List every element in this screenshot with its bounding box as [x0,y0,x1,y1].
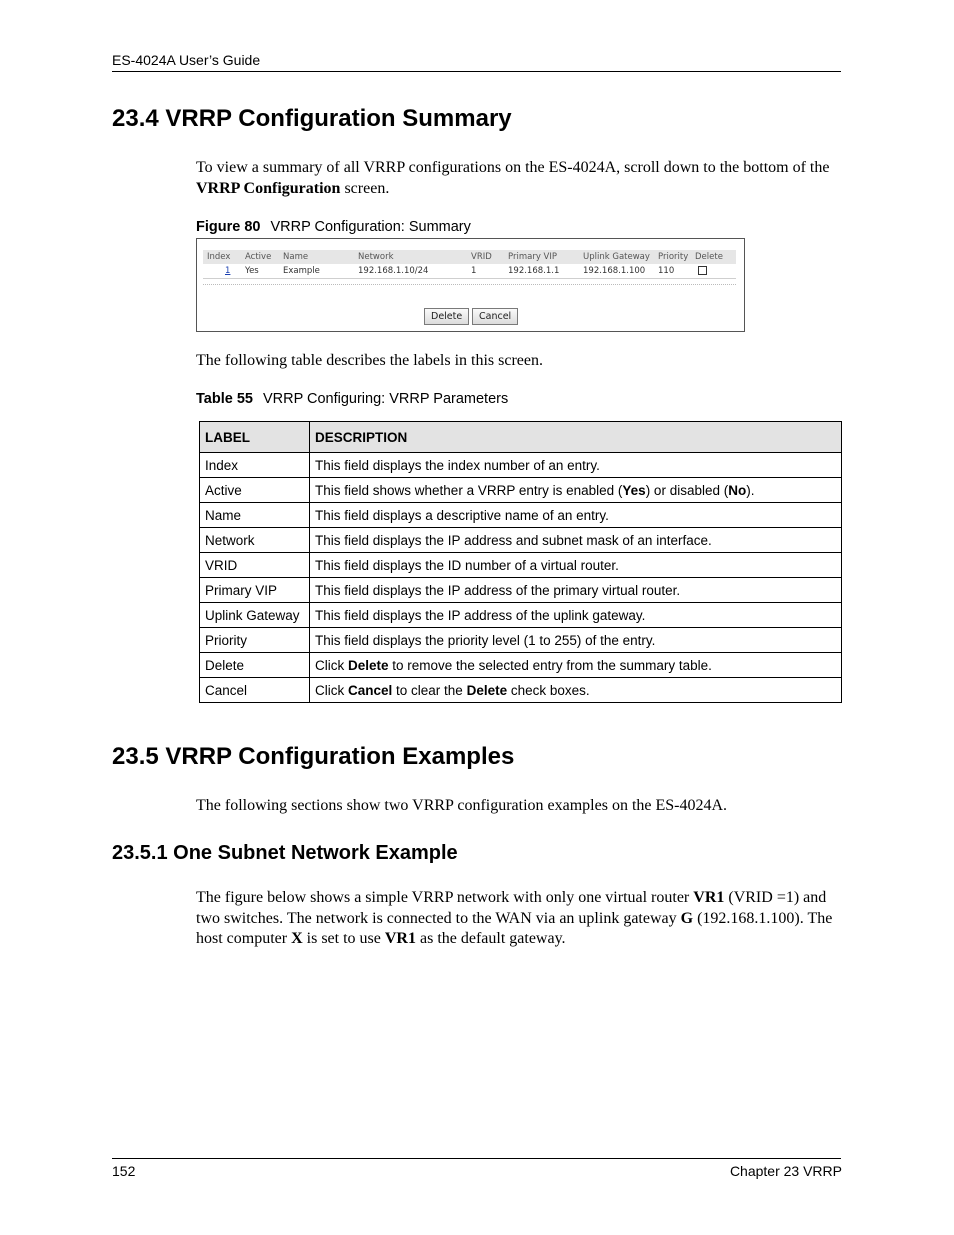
table-row [200,578,842,603]
section-23-4-intro: To view a summary of all VRRP configurations on the ES-4024A, scroll down to the bottom of the VRRP Configuration screen. [196,159,830,197]
table-header-row [200,422,842,453]
figure-label: Figure 80 [196,219,261,235]
row-description: This field displays the IP address of the primary virtual router. [310,578,842,603]
row-description: This field displays the ID number of a virtual router. [310,553,842,578]
row-label: VRID [200,553,310,578]
col-primary-vip: Primary VIP [508,252,557,262]
network-value: 192.168.1.10/24 [358,266,429,276]
row-label: Priority [200,628,310,653]
table-caption [196,391,508,407]
bold-term: Delete [348,657,389,673]
chapter-label: Chapter 23 VRRP [729,1163,842,1179]
table-row [200,603,842,628]
bold-term: X [291,930,303,947]
section-heading-23-5: 23.5 VRRP Configuration Examples [112,743,515,770]
row-label: Network [200,528,310,553]
table-row [200,553,842,578]
table-row [200,678,842,703]
row-label: Name [200,503,310,528]
table-row [200,653,842,678]
page-number: 152 [112,1163,136,1179]
vrrp-parameters-table [199,421,842,703]
header-description: DESCRIPTION [310,422,842,453]
figure-title: VRRP Configuration: Summary [270,219,471,235]
table-separator [203,284,736,285]
priority-value: 110 [658,266,675,276]
col-network: Network [358,252,394,262]
figure-caption [196,219,471,235]
bold-term: VRRP Configuration [196,179,341,197]
col-uplink-gateway: Uplink Gateway [583,252,650,262]
col-delete: Delete [695,252,723,262]
col-name: Name [283,252,309,262]
table-row [200,503,842,528]
table-row [200,628,842,653]
table-row [200,453,842,478]
table-row [200,478,842,503]
row-description: This field displays the priority level (1 to 255) of the entry. [310,628,842,653]
uplink-gateway-value: 192.168.1.100 [583,266,646,276]
table-label: Table 55 [196,391,253,407]
index-link[interactable]: 1 [225,266,231,276]
row-description: This field displays the IP address and subnet mask of an interface. [310,528,842,553]
table-intro: The following table describes the labels in this screen. [196,352,544,369]
row-description: This field displays a descriptive name of an entry. [310,503,842,528]
vrid-value: 1 [471,266,477,276]
table-row [203,264,736,279]
primary-vip-value: 192.168.1.1 [508,266,560,276]
bold-term: Yes [622,482,646,498]
name-value: Example [283,266,320,276]
row-description: This field shows whether a VRRP entry is enabled (Yes) or disabled (No). [310,478,842,503]
running-header: ES-4024A User’s Guide [112,52,261,68]
row-label: Active [200,478,310,503]
row-label: Cancel [200,678,310,703]
table-row [200,528,842,553]
bold-term: VR1 [384,930,416,947]
bold-term: No [728,482,747,498]
col-active: Active [245,252,272,262]
delete-button[interactable]: Delete [424,308,469,325]
row-description: This field displays the IP address of the uplink gateway. [310,603,842,628]
bold-term: Delete [466,682,508,698]
row-description: Click Delete to remove the selected entry from the summary table. [310,653,842,678]
delete-checkbox[interactable] [698,266,707,275]
bold-term: VR1 [693,889,725,906]
row-label: Delete [200,653,310,678]
section-heading-23-4: 23.4 VRRP Configuration Summary [112,105,512,132]
table-title: VRRP Configuring: VRRP Parameters [262,391,509,407]
row-description: This field displays the index number of an entry. [310,453,842,478]
bold-term: G [680,909,694,927]
row-label: Uplink Gateway [200,603,310,628]
col-index: Index [207,252,231,262]
footer-rule [112,1158,841,1159]
bold-term: Cancel [348,682,393,698]
section-heading-23-5-1: 23.5.1 One Subnet Network Example [112,842,458,864]
row-label: Primary VIP [200,578,310,603]
vrrp-summary-table [203,250,736,279]
vrrp-summary-screenshot [196,238,745,332]
header-rule [112,71,841,72]
active-value: Yes [245,266,259,276]
cancel-button[interactable]: Cancel [472,308,518,325]
section-23-5-1-body: The figure below shows a simple VRRP network with only one virtual router VR1 (VRID =1) and two switches. The network is connected to the WAN via an uplink gateway G (192.168.1.100). The host computer X is set to use VR1 as the default gateway. [196,889,833,947]
section-23-5-intro: The following sections show two VRRP configuration examples on the ES-4024A. [196,797,728,814]
summary-header-row [203,250,736,264]
col-priority: Priority [658,252,689,262]
col-vrid: VRID [471,252,492,262]
row-description: Click Cancel to clear the Delete check boxes. [310,678,842,703]
row-label: Index [200,453,310,478]
header-label: LABEL [200,422,310,453]
